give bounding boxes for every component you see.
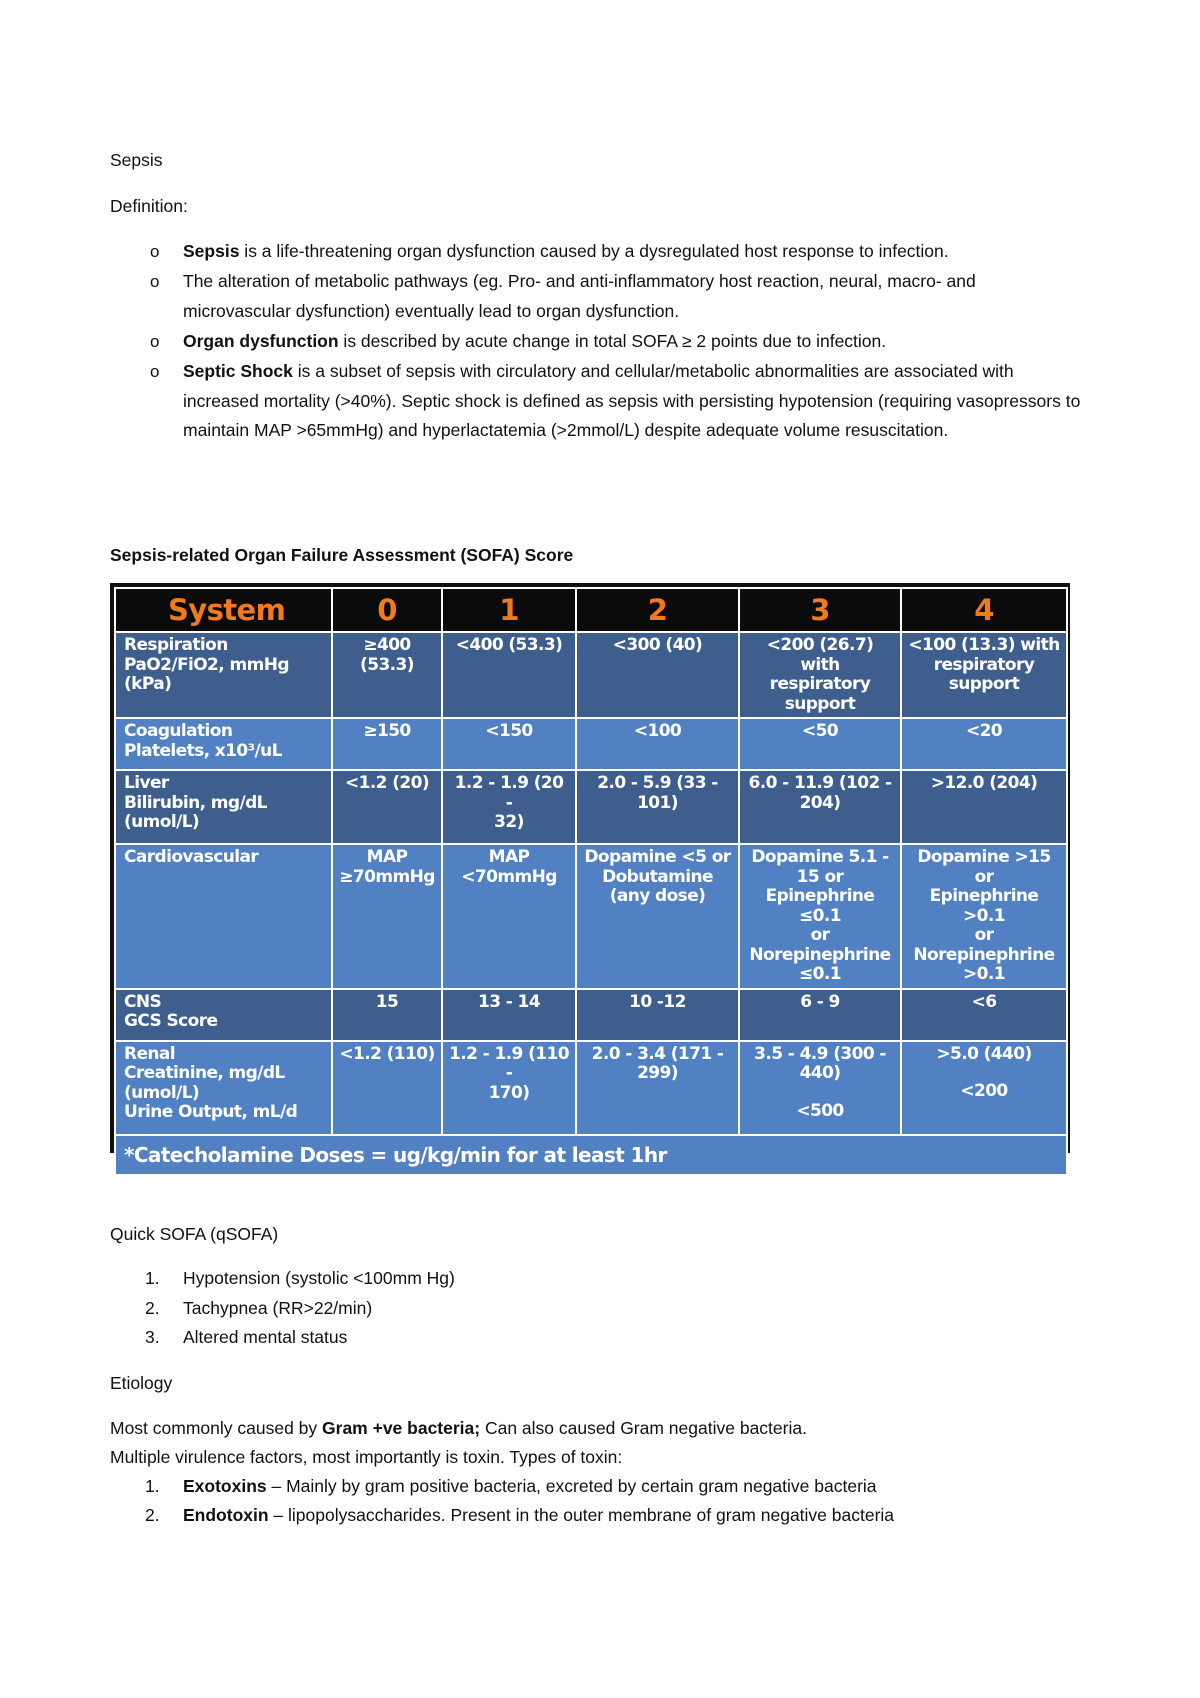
criterion-line: 3.5 - 4.9 (300 -	[754, 1043, 886, 1064]
score-3-cell	[739, 718, 901, 770]
criterion-line: <20	[965, 721, 1003, 741]
definition-text: is described by acute change in total SOFA ≥ 2 points due to infection.	[338, 331, 887, 351]
toxin-item-1	[183, 1476, 877, 1496]
system-label-line: PaO2/FiO2, mmHg	[124, 654, 289, 675]
sofa-row	[115, 1041, 1067, 1135]
criterion-line: 2.0 - 3.4 (171 -	[591, 1043, 724, 1064]
toxin-term: Exotoxins	[183, 1476, 267, 1496]
system-label-line: Creatinine, mg/dL	[124, 1063, 285, 1083]
system-label-line: Bilirubin, mg/dL	[124, 792, 267, 813]
toxin-text: – lipopolysaccharides. Present in the outer membrane of gram negative bacteria	[268, 1505, 895, 1525]
score-4-cell	[901, 770, 1067, 844]
criterion-line: <150	[485, 721, 533, 741]
score-4-cell	[901, 1041, 1067, 1135]
criterion-line: 6 - 9	[800, 991, 840, 1012]
sofa-row	[115, 989, 1067, 1041]
criterion-line: 10 -12	[629, 991, 686, 1012]
criterion-line: >5.0 (440)	[936, 1043, 1032, 1064]
system-cell	[115, 844, 332, 989]
definition-text: is a subset of sepsis with circulatory and cellular/metabolic abnormalities are associated with increased mortality (>40%). Septic shock is defined as sepsis with persisting hypotension (requiring vasopressors to maintain MAP >65mmHg) and hyperlactatemia (>2mmol/L) despite adequate volume resuscitation.	[183, 361, 1081, 440]
term: Septic Shock	[183, 361, 293, 381]
system-label-line: Respiration	[124, 635, 228, 655]
list-number: 3.	[145, 1327, 160, 1347]
criterion-line: ≥400	[363, 635, 411, 655]
definition-item-1	[183, 237, 1083, 267]
sofa-row	[115, 632, 1067, 718]
bullet-marker: o	[150, 242, 160, 261]
qsofa-item: Tachypnea (RR>22/min)	[183, 1298, 373, 1318]
score-0-cell	[332, 1041, 442, 1135]
criterion-line: <200 (26.7) with	[766, 635, 874, 675]
criterion-line: <200	[960, 1081, 1008, 1101]
criterion-line: 440)	[799, 1063, 841, 1083]
sofa-row	[115, 770, 1067, 844]
criterion-line: MAP	[488, 847, 530, 867]
criterion-line: 32)	[494, 812, 524, 832]
criterion-line: Dobutamine	[602, 866, 713, 887]
score-3-cell	[739, 1041, 901, 1135]
system-label-line: (umol/L)	[124, 1082, 200, 1103]
sofa-row	[115, 718, 1067, 770]
sofa-row	[115, 844, 1067, 989]
etiology-heading: Etiology	[110, 1373, 173, 1393]
criterion-line: >12.0 (204)	[930, 773, 1038, 793]
criterion-line: Epinephrine >0.1	[929, 886, 1039, 926]
criterion-line: Norepinephrine	[913, 944, 1055, 965]
term: Sepsis	[183, 241, 240, 261]
definition-item-2	[183, 267, 1083, 326]
system-label-line: Urine Output, mL/d	[124, 1102, 298, 1122]
criterion-line: Norepinephrine	[749, 944, 891, 965]
list-number: 2.	[145, 1505, 160, 1525]
system-label-line: Cardiovascular	[124, 847, 259, 867]
etiology-term: Gram +ve bacteria;	[322, 1418, 481, 1438]
header-score-1: 1	[442, 588, 576, 632]
score-1-cell	[442, 1041, 576, 1135]
criterion-line: support	[948, 674, 1020, 694]
criterion-line: Dopamine 5.1 -	[751, 847, 889, 867]
score-1-cell	[442, 718, 576, 770]
system-cell	[115, 770, 332, 844]
score-4-cell	[901, 718, 1067, 770]
score-0-cell	[332, 632, 442, 718]
criterion-line: >0.1	[963, 964, 1005, 984]
etiology-line-2: Multiple virulence factors, most importantly is toxin. Types of toxin:	[110, 1447, 623, 1467]
criterion-line: 101)	[637, 792, 678, 813]
bullet-marker: o	[150, 332, 160, 351]
system-label-line: Renal	[124, 1043, 176, 1064]
criterion-line: 204)	[799, 792, 841, 813]
criterion-line: MAP	[366, 847, 408, 867]
score-2-cell	[576, 718, 739, 770]
criterion-line: 1.2 - 1.9 (110 -	[449, 1043, 569, 1083]
criterion-line: or	[810, 925, 830, 945]
system-cell	[115, 632, 332, 718]
criterion-line: 15 or	[796, 866, 844, 887]
system-label-line: (kPa)	[124, 674, 172, 694]
system-label-line: Platelets, x10³/uL	[124, 740, 282, 761]
criterion-line: <1.2 (20)	[344, 773, 430, 793]
score-4-cell	[901, 844, 1067, 989]
criterion-line: <300 (40)	[612, 635, 703, 655]
system-label-line: GCS Score	[124, 1011, 218, 1031]
criterion-line: respiratory	[933, 654, 1035, 675]
criterion-line: <100 (13.3) with	[908, 635, 1060, 655]
criterion-line: <500	[796, 1100, 844, 1121]
criterion-line: 13 - 14	[477, 991, 540, 1012]
criterion-line: or	[974, 925, 994, 945]
toxin-text: – Mainly by gram positive bacteria, excreted by certain gram negative bacteria	[266, 1476, 877, 1496]
criterion-line: 2.0 - 5.9 (33 -	[597, 773, 718, 793]
score-3-cell	[739, 632, 901, 718]
criterion-line: 15	[375, 991, 399, 1012]
criterion-line: Epinephrine ≤0.1	[765, 886, 875, 926]
header-score-4: 4	[901, 588, 1067, 632]
score-2-cell	[576, 1041, 739, 1135]
header-system: System	[115, 588, 332, 632]
criterion-line: <1.2 (110)	[339, 1043, 435, 1064]
score-3-cell	[739, 989, 901, 1041]
bullet-marker: o	[150, 272, 160, 291]
criterion-line: 170)	[488, 1082, 530, 1103]
score-1-cell	[442, 632, 576, 718]
header-score-0: 0	[332, 588, 442, 632]
criterion-line: (53.3)	[360, 654, 414, 675]
criterion-line: Dopamine >15 or	[917, 847, 1051, 887]
qsofa-heading: Quick SOFA (qSOFA)	[110, 1224, 279, 1244]
term: Organ dysfunction	[183, 331, 339, 351]
list-number: 1.	[145, 1476, 160, 1496]
header-score-2: 2	[576, 588, 739, 632]
system-label-line: (umol/L)	[124, 812, 200, 832]
definition-item-4	[183, 357, 1083, 446]
etiology-text: Most commonly caused by	[110, 1418, 323, 1438]
system-label-line: Liver	[124, 773, 169, 793]
sofa-table	[114, 587, 1068, 1176]
criterion-line: 6.0 - 11.9 (102 -	[748, 773, 892, 793]
criterion-line: 1.2 - 1.9 (20 -	[454, 773, 564, 813]
criterion-line: (any dose)	[609, 886, 706, 906]
criterion-line	[746, 1084, 894, 1102]
criterion-line: <400 (53.3)	[455, 635, 563, 655]
score-0-cell	[332, 770, 442, 844]
criterion-line: support	[784, 693, 856, 714]
list-number: 2.	[145, 1298, 160, 1318]
criterion-line: <6	[971, 991, 997, 1012]
score-0-cell	[332, 989, 442, 1041]
sofa-heading: Sepsis-related Organ Failure Assessment (SOFA) Score	[110, 545, 574, 565]
criterion-line: Dopamine <5 or	[584, 847, 731, 867]
score-4-cell	[901, 989, 1067, 1041]
system-cell	[115, 718, 332, 770]
criterion-line: <70mmHg	[461, 866, 557, 887]
definition-text: is a life-threatening organ dysfunction caused by a dysregulated host response to infection.	[239, 241, 949, 261]
qsofa-item: Altered mental status	[183, 1327, 348, 1347]
score-4-cell	[901, 632, 1067, 718]
criterion-line: ≥150	[363, 721, 411, 741]
system-cell	[115, 989, 332, 1041]
score-2-cell	[576, 844, 739, 989]
score-2-cell	[576, 632, 739, 718]
criterion-line: ≥70mmHg	[339, 866, 435, 887]
score-3-cell	[739, 844, 901, 989]
criterion-line: respiratory	[769, 674, 871, 694]
toxin-term: Endotoxin	[183, 1505, 269, 1525]
score-1-cell	[442, 844, 576, 989]
system-label-line: CNS	[124, 991, 162, 1012]
catecholamine-footnote: *Catecholamine Doses = ug/kg/min for at least 1hr	[115, 1135, 1067, 1175]
toxin-item-2	[183, 1505, 894, 1525]
score-2-cell	[576, 989, 739, 1041]
definition-heading: Definition:	[110, 196, 188, 216]
score-1-cell	[442, 989, 576, 1041]
etiology-text: Can also caused Gram negative bacteria.	[480, 1418, 807, 1438]
system-cell	[115, 1041, 332, 1135]
qsofa-item: Hypotension (systolic <100mm Hg)	[183, 1268, 455, 1288]
document-title: Sepsis	[110, 150, 163, 170]
score-0-cell	[332, 718, 442, 770]
score-3-cell	[739, 770, 901, 844]
score-0-cell	[332, 844, 442, 989]
criterion-line: <50	[801, 721, 839, 741]
definition-item-3	[183, 327, 1083, 357]
sofa-table-image	[110, 583, 1070, 1167]
definition-text: The alteration of metabolic pathways (eg. Pro- and anti-inflammatory host reaction, neural, macro- and microvascular dysfunction) eventually lead to organ dysfunction.	[183, 271, 976, 321]
bullet-marker: o	[150, 362, 160, 381]
etiology-line-1	[110, 1418, 807, 1438]
score-1-cell	[442, 770, 576, 844]
criterion-line: ≤0.1	[799, 964, 841, 984]
score-2-cell	[576, 770, 739, 844]
list-number: 1.	[145, 1268, 160, 1288]
criterion-line: 299)	[637, 1063, 678, 1083]
criterion-line: <100	[633, 721, 682, 741]
system-label-line: Coagulation	[124, 721, 233, 741]
header-score-3: 3	[739, 588, 901, 632]
criterion-line	[908, 1064, 1060, 1082]
